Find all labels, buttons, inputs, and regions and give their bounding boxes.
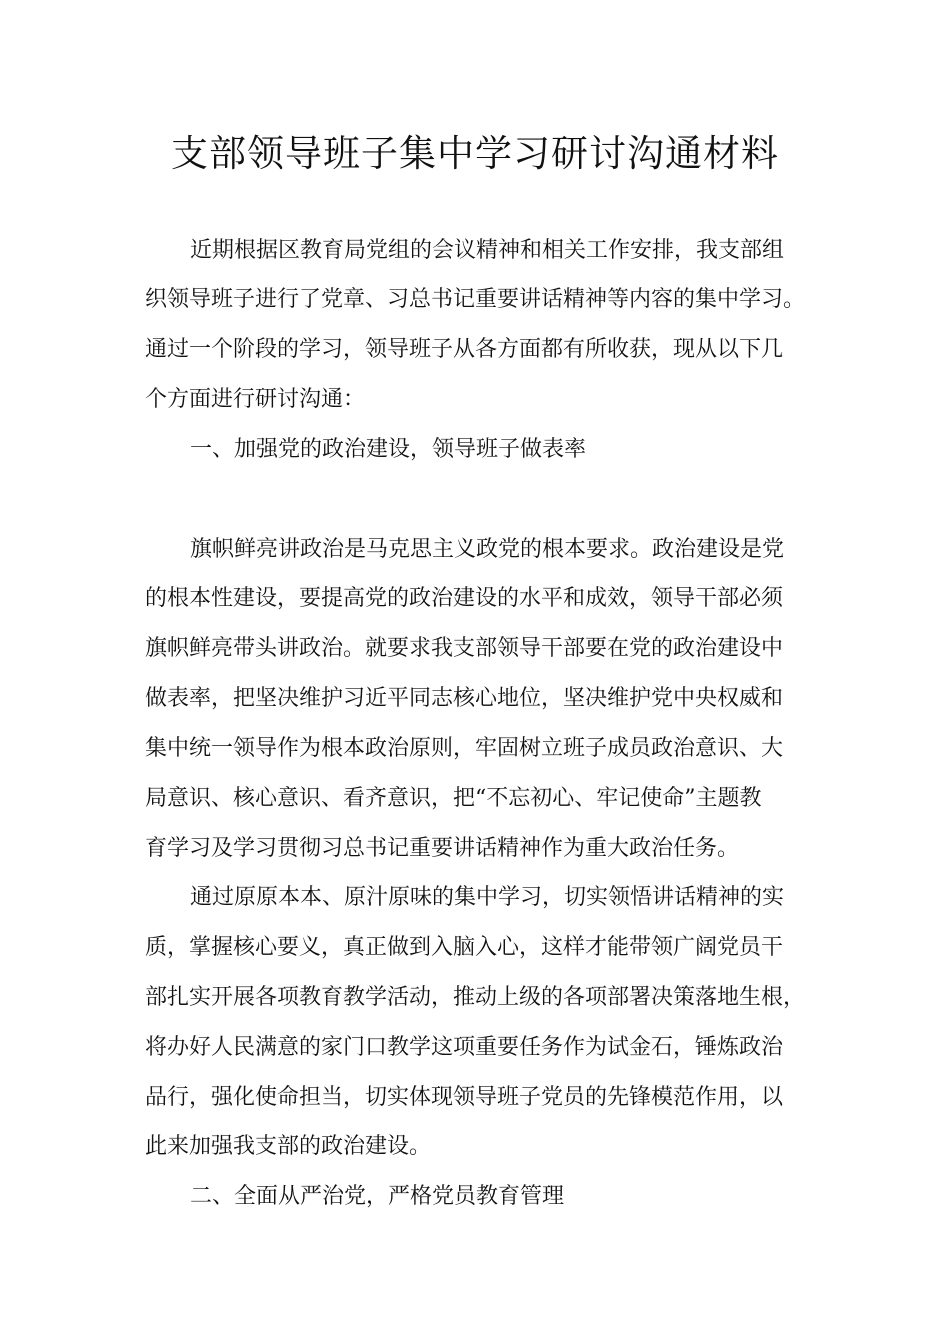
paragraph-3-line-5: 品行，强化使命担当，切实体现领导班子党员的先锋模范作用，以	[145, 1085, 784, 1110]
section-heading-1: 一、加强党的政治建设，领导班子做表率	[190, 437, 587, 462]
paragraph-3-line-6: 此来加强我支部的政治建设。	[145, 1134, 432, 1159]
paragraph-3-line-2: 质，掌握核心要义，真正做到入脑入心，这样才能带领广阔党员干	[145, 935, 784, 960]
paragraph-2-line-3: 旗帜鲜亮带头讲政治。就要求我支部领导干部要在党的政治建设中	[145, 636, 784, 661]
paragraph-2-line-7: 育学习及学习贯彻习总书记重要讲话精神作为重大政治任务。	[145, 836, 740, 861]
paragraph-2-line-2: 的根本性建设，要提高党的政治建设的水平和成效，领导干部必须	[145, 586, 784, 611]
paragraph-1-line-1: 近期根据区教育局党组的会议精神和相关工作安排，我支部组	[190, 238, 785, 263]
paragraph-2-line-1: 旗帜鲜亮讲政治是马克思主义政党的根本要求。政治建设是党	[190, 537, 785, 562]
document-title: 支部领导班子集中学习研讨沟通材料	[171, 132, 779, 175]
paragraph-3-line-4: 将办好人民满意的家门口教学这项重要任务作为试金石，锤炼政治	[145, 1035, 784, 1060]
paragraph-1-line-2: 织领导班子进行了党章、习总书记重要讲话精神等内容的集中学习。	[145, 287, 806, 312]
paragraph-2-line-4: 做表率，把坚决维护习近平同志核心地位，坚决维护党中央权威和	[145, 686, 784, 711]
section-heading-2: 二、全面从严治党，严格党员教育管理	[190, 1184, 565, 1209]
paragraph-3-line-3: 部扎实开展各项教育教学活动，推动上级的各项部署决策落地生根，	[145, 985, 806, 1010]
paragraph-3-line-1: 通过原原本本、原汁原味的集中学习，切实领悟讲话精神的实	[190, 885, 785, 910]
paragraph-2-line-5: 集中统一领导作为根本政治原则，牢固树立班子成员政治意识、大	[145, 736, 784, 761]
paragraph-1-line-3: 通过一个阶段的学习，领导班子从各方面都有所收获，现从以下几	[145, 337, 784, 362]
paragraph-2-line-6: 局意识、核心意识、看齐意识，把“不忘初心、牢记使命”主题教	[145, 786, 762, 811]
paragraph-1-line-4: 个方面进行研讨沟通：	[145, 387, 366, 412]
